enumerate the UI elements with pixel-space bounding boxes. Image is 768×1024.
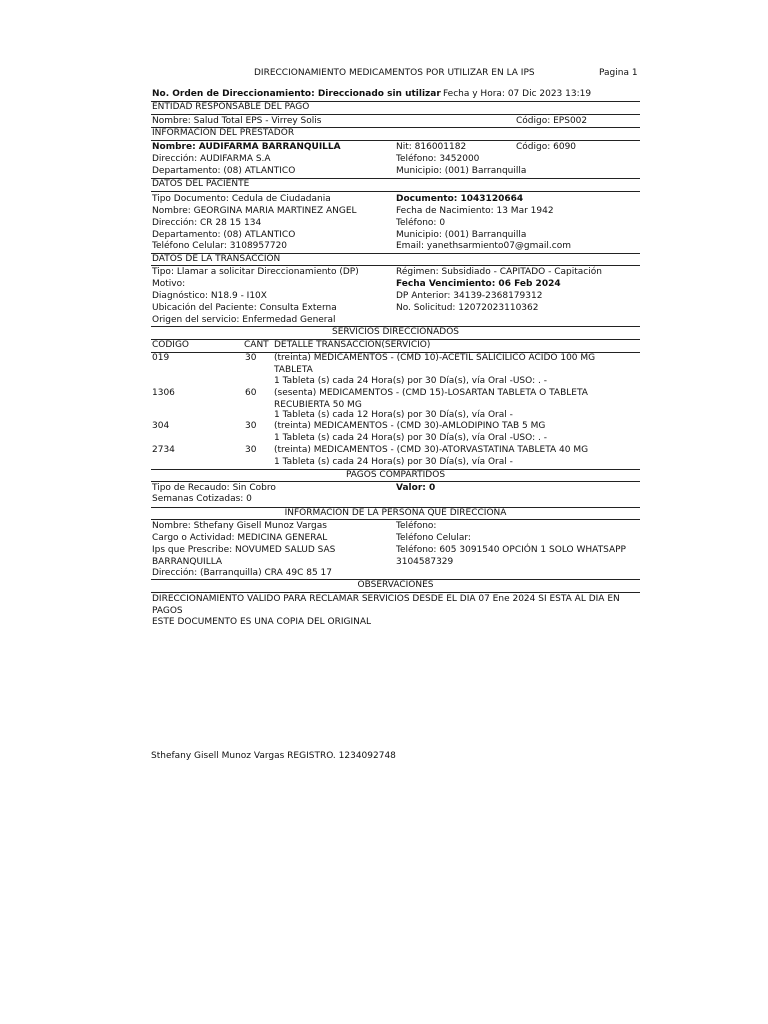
persona-direccion: Dirección: (Barranquilla) CRA 49C 85 17 [152,568,332,578]
persona-celular: Teléfono Celular: [396,533,471,543]
servicio-detalle: (treinta) MEDICAMENTOS - (CMD 30)-ATORVASTATINA TABLETA 40 MG [274,445,589,455]
section-header-entidad: ENTIDAD RESPONSABLE DEL PAGO [152,102,310,112]
servicio-cantidad: 60 [245,388,257,398]
section-header-prestador: INFORMACION DEL PRESTADOR [152,128,295,138]
paciente-email: Email: yanethsarmiento07@gmail.com [396,241,571,251]
prestador-codigo: Código: 6090 [516,142,577,152]
persona-cargo: Cargo o Actividad: MEDICINA GENERAL [152,533,328,543]
divider [151,519,640,520]
order-status: No. Orden de Direccionamiento: Direccionado sin utilizar [152,89,441,99]
prestador-direccion: Dirección: AUDIFARMA S.A [152,154,271,164]
section-header-servicios: SERVICIOS DIRECCIONADOS [331,327,459,337]
transaccion-vencimiento: Fecha Vencimiento: 06 Feb 2024 [396,279,561,289]
servicio-codigo: 304 [152,421,170,431]
servicio-cantidad: 30 [245,353,257,363]
paciente-tipo-documento: Tipo Documento: Cedula de Ciudadania [152,194,331,204]
transaccion-solicitud: No. Solicitud: 12072023110362 [396,303,539,313]
section-header-transaccion: DATOS DE LA TRANSACCION [152,254,281,264]
divider [151,140,640,141]
transaccion-motivo: Motivo: [152,279,186,289]
paciente-nombre: Nombre: GEORGINA MARIA MARTINEZ ANGEL [152,206,357,216]
section-header-observaciones: OBSERVACIONES [357,580,434,590]
prestador-nombre: Nombre: AUDIFARMA BARRANQUILLA [152,142,341,152]
divider [151,191,640,192]
paciente-telefono: Teléfono: 0 [396,218,446,228]
pagos-valor: Valor: 0 [396,483,436,493]
document-title: DIRECCIONAMIENTO MEDICAMENTOS POR UTILIZAR EN LA IPS [254,68,535,78]
servicio-posologia: 1 Tableta (s) cada 24 Hora(s) por 30 Día(s), vía Oral -USO: . - [274,376,547,386]
entidad-codigo: Código: EPS002 [516,116,588,126]
firma-registro: Sthefany Gisell Munoz Vargas REGISTRO. 1234092748 [151,751,396,761]
servicio-detalle: (treinta) MEDICAMENTOS - (CMD 10)-ACETIL SALICILICO ACIDO 100 MG TABLETA [274,353,596,375]
divider [151,592,640,593]
observacion-validez: DIRECCIONAMIENTO VALIDO PARA RECLAMAR SERVICIOS DESDE EL DIA 07 Ene 2024 SI ESTA AL DIA EN PAGOS [152,594,620,616]
section-header-persona: INFORMACION DE LA PERSONA QUE DIRECCIONA [284,508,507,518]
prestador-nit: Nit: 816001182 [396,142,467,152]
observacion-copia: ESTE DOCUMENTO ES UNA COPIA DEL ORIGINAL [152,617,372,627]
persona-telefono: Teléfono: [396,521,437,531]
servicio-posologia: 1 Tableta (s) cada 12 Hora(s) por 30 Día(s), vía Oral - [274,410,513,420]
servicio-cantidad: 30 [245,421,257,431]
col-header-cant: CANT [244,340,269,350]
persona-ips: Ips que Prescribe: NOVUMED SALUD SAS BARRANQUILLA [152,545,336,567]
servicio-cantidad: 30 [245,445,257,455]
transaccion-regimen: Régimen: Subsidiado - CAPITADO - Capitación [396,267,602,277]
divider [151,481,640,482]
pagos-recaudo: Tipo de Recaudo: Sin Cobro [152,483,276,493]
transaccion-origen: Origen del servicio: Enfermedad General [152,315,336,325]
divider [151,265,640,266]
pagos-semanas: Semanas Cotizadas: 0 [152,494,252,504]
servicio-codigo: 2734 [152,445,175,455]
section-header-paciente: DATOS DEL PACIENTE [152,179,250,189]
divider [151,114,640,115]
servicio-detalle: (sesenta) MEDICAMENTOS - (CMD 15)-LOSARTAN TABLETA O TABLETA RECUBIERTA 50 MG [274,388,588,410]
transaccion-ubicacion: Ubicación del Paciente: Consulta Externa [152,303,337,313]
transaccion-dp-anterior: DP Anterior: 34139-2368179312 [396,291,543,301]
paciente-documento: Documento: 1043120664 [396,194,524,204]
transaccion-tipo: Tipo: Llamar a solicitar Direccionamiento (DP) [152,267,359,277]
col-header-codigo: CODIGO [152,340,190,350]
persona-telefono-whatsapp: Teléfono: 605 3091540 OPCIÓN 1 SOLO WHATSAPP 3104587329 [396,545,626,567]
servicio-detalle: (treinta) MEDICAMENTOS - (CMD 30)-AMLODIPINO TAB 5 MG [274,421,546,431]
entidad-nombre: Nombre: Salud Total EPS - Virrey Solis [152,116,322,126]
page-number: Pagina 1 [599,68,638,78]
paciente-celular: Teléfono Celular: 3108957720 [152,241,288,251]
servicio-posologia: 1 Tableta (s) cada 24 Hora(s) por 30 Día(s), vía Oral -USO: . - [274,433,547,443]
paciente-departamento: Departamento: (08) ATLANTICO [152,230,296,240]
paciente-nacimiento: Fecha de Nacimiento: 13 Mar 1942 [396,206,554,216]
prestador-departamento: Departamento: (08) ATLANTICO [152,166,296,176]
paciente-municipio: Municipio: (001) Barranquilla [396,230,527,240]
order-datetime: Fecha y Hora: 07 Dic 2023 13:19 [443,89,592,99]
prestador-telefono: Teléfono: 3452000 [396,154,480,164]
section-header-pagos: PAGOS COMPARTIDOS [345,470,446,480]
servicio-posologia: 1 Tableta (s) cada 24 Hora(s) por 30 Día(s), vía Oral - [274,457,513,467]
col-header-detalle: DETALLE TRANSACCION(SERVICIO) [274,340,431,350]
servicio-codigo: 019 [152,353,170,363]
paciente-direccion: Dirección: CR 28 15 134 [152,218,262,228]
persona-nombre: Nombre: Sthefany Gisell Munoz Vargas [152,521,327,531]
transaccion-diagnostico: Diagnóstico: N18.9 - I10X [152,291,267,301]
prestador-municipio: Municipio: (001) Barranquilla [396,166,527,176]
servicio-codigo: 1306 [152,388,175,398]
